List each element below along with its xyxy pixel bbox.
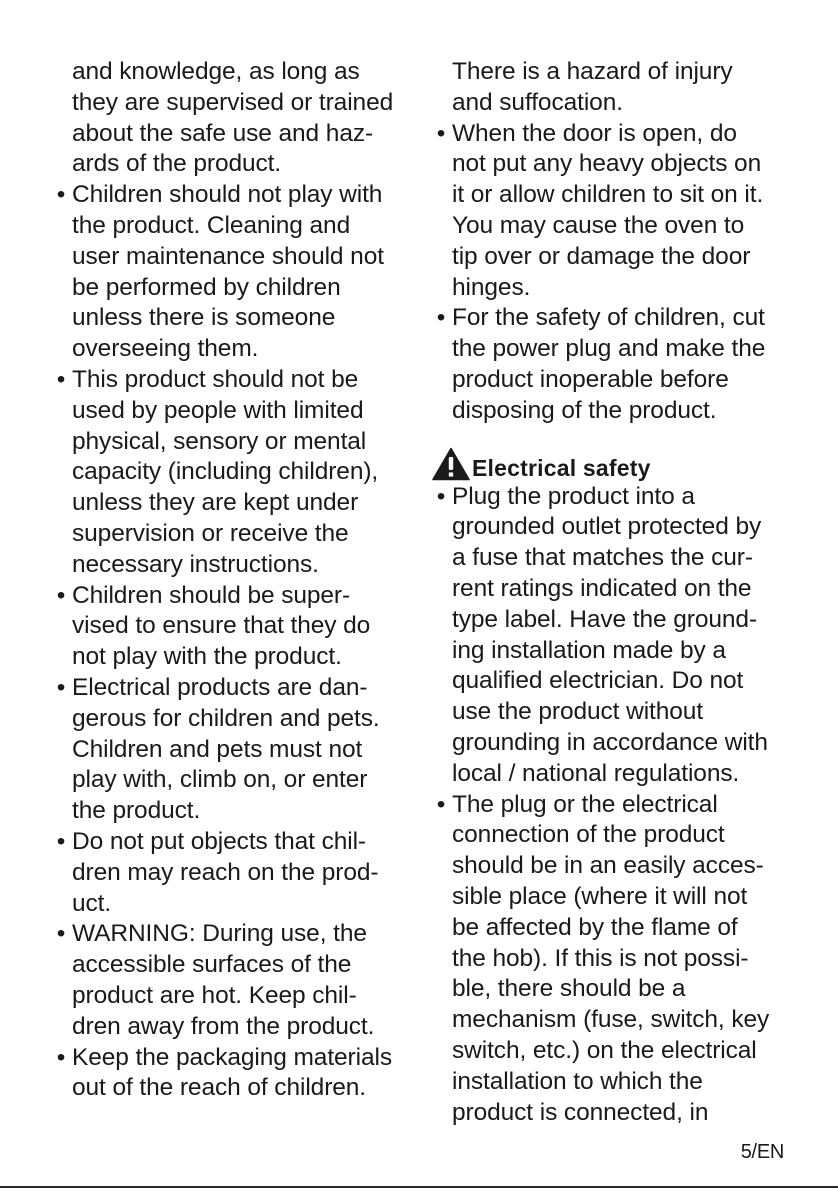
list-item xyxy=(432,303,792,426)
bullet-icon: • xyxy=(56,827,66,855)
bullet-text: The plug or the electrical connection of the product should be in an easily acces- sible place (where it will not be affected by the flame of the hob). If this is not possi- ble, there should be a mechanism (fuse, switch, key switch, etc.) on the electrical installation to which the product is connected, in xyxy=(452,790,770,1126)
list-item xyxy=(52,581,410,673)
list-item xyxy=(52,365,410,581)
list-item xyxy=(432,482,792,790)
bullet-text: For the safety of children, cut the power plug and make the product inoperable before disposing of the product. xyxy=(452,304,766,424)
bullet-text: Children should not play with the product. Cleaning and user maintenance should not be performed by children unless there is someone overseeing them. xyxy=(72,181,384,363)
bottom-rule xyxy=(0,1186,838,1188)
continuation-text: There is a hazard of injury and suffocation. xyxy=(452,58,733,116)
bullet-text: Plug the product into a grounded outlet protected by a fuse that matches the cur- rent ratings indicated on the type label. Have the ground- ing installation made by a qualified electrician. Do not use the product without grounding in accordance with local / national regulations. xyxy=(452,482,768,787)
left-column xyxy=(52,57,410,1104)
bullet-text: Do not put objects that chil- dren may reach on the prod- uct. xyxy=(72,827,379,917)
right-column xyxy=(432,57,792,1128)
bullet-text: : During use, the accessible surfaces of the product are hot. Keep chil- dren away from the product. xyxy=(72,920,375,1040)
bullet-icon: • xyxy=(436,790,446,818)
section-title: Electrical safety xyxy=(472,454,651,481)
warning-triangle-icon xyxy=(432,447,470,481)
bullet-icon: • xyxy=(56,673,66,701)
list-item xyxy=(432,119,792,304)
bullet-icon: • xyxy=(56,365,66,393)
list-item xyxy=(52,1043,410,1105)
section-heading xyxy=(432,447,792,481)
list-item xyxy=(432,790,792,1129)
bullet-icon: • xyxy=(436,119,446,147)
electrical-safety-list xyxy=(432,482,792,1129)
list-item xyxy=(52,827,410,919)
bullet-icon: • xyxy=(436,304,446,332)
bullet-icon: • xyxy=(436,482,446,510)
bullet-text: Electrical products are dan- gerous for children and pets. Children and pets must not play with, climb on, or enter the product. xyxy=(72,673,380,825)
list-item xyxy=(52,180,410,365)
bullet-icon: • xyxy=(56,581,66,609)
bullet-icon: • xyxy=(56,920,66,948)
bullet-icon: • xyxy=(56,1043,66,1071)
bullet-text: When the door is open, do not put any heavy objects on it or allow children to sit on it. You may cause the oven to tip over or damage the door hinges. xyxy=(452,119,764,301)
page-number: 5/EN xyxy=(740,1141,784,1163)
left-bullet-list xyxy=(52,180,410,1104)
continuation-text: and knowledge, as long as they are supervised or trained about the safe use and haz- ards of the product. xyxy=(72,58,394,178)
bullet-text: Keep the packaging materials out of the reach of children. xyxy=(72,1043,392,1102)
bullet-text: Children should be super- vised to ensure that they do not play with the product. xyxy=(72,581,371,671)
list-item xyxy=(52,673,410,827)
list-item xyxy=(52,919,410,1042)
right-bullet-list xyxy=(432,119,792,427)
warning-label: WARNING xyxy=(72,920,189,948)
bullet-icon: • xyxy=(56,181,66,209)
bullet-text: This product should not be used by people with limited physical, sensory or mental capacity (including children), unless they are kept under supervision or receive the necessary instructions. xyxy=(72,365,379,578)
